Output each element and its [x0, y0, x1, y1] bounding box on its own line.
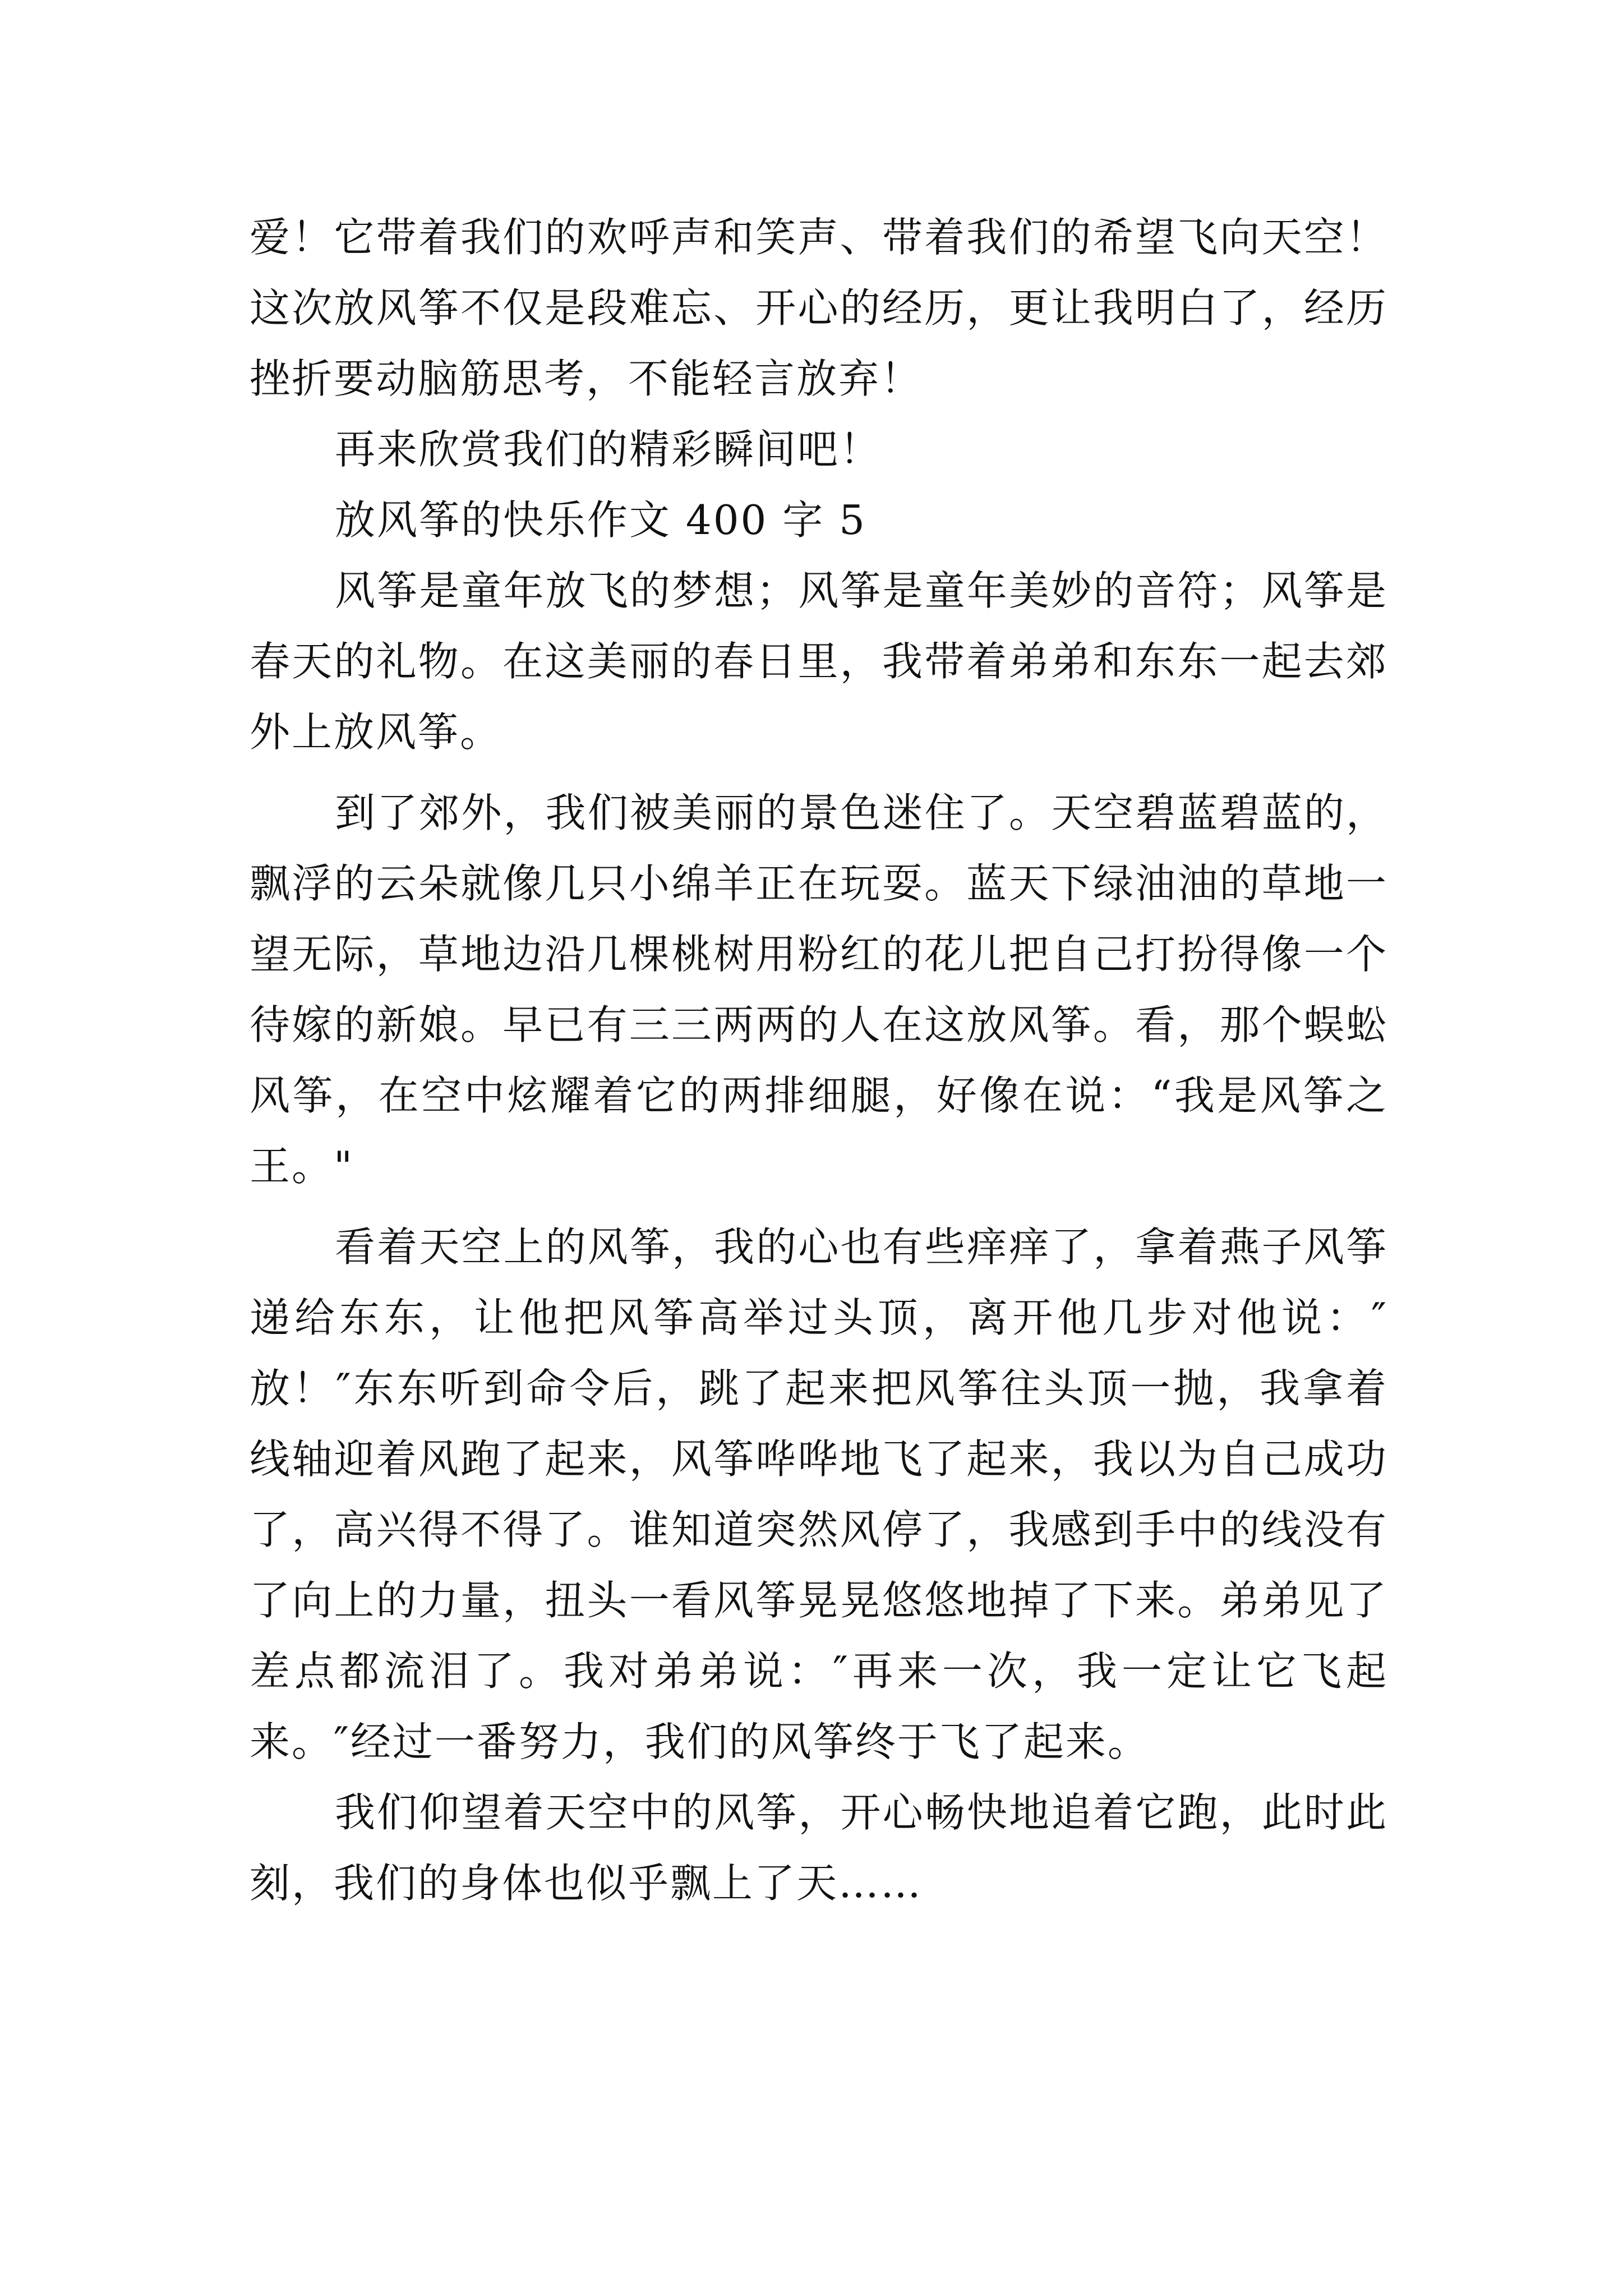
- paragraph-ending: 我们仰望着天空中的风筝，开心畅快地追着它跑，此时此刻，我们的身体也似乎飘上了天……: [250, 1789, 1388, 1907]
- paragraph-highlight-intro: 再来欣赏我们的精彩瞬间吧！: [335, 426, 882, 473]
- paragraph-kite-dream: 风筝是童年放飞的梦想；风筝是童年美妙的音符；风筝是春天的礼物。在这美丽的春日里，我带着弟弟和东东一起去郊外上放风筝。: [250, 567, 1388, 756]
- essay-title: 放风筝的快乐作文 400 字 5: [335, 496, 866, 544]
- paragraph-continuation: 爱！它带着我们的欢呼声和笑声、带着我们的希望飞向天空！这次放风筝不仅是段难忘、开心的经历，更让我明白了，经历挫折要动脑筋思考，不能轻言放弃！: [250, 214, 1388, 402]
- document-body: [250, 202, 1388, 1918]
- paragraph-suburb-scenery: 到了郊外，我们被美丽的景色迷住了。天空碧蓝碧蓝的，飘浮的云朵就像几只小绵羊正在玩耍。蓝天下绿油油的草地一望无际，草地边沿几棵桃树用粉红的花儿把自己打扮得像一个待嫁的新娘。早已有三三两两的人在这放风筝。看，那个蜈蚣风筝，在空中炫耀着它的两排细腿，好像在说：“我是风筝之王。": [250, 789, 1388, 1190]
- paragraph-flying-kite: 看着天空上的风筝，我的心也有些痒痒了，拿着燕子风筝递给东东，让他把风筝高举过头顶，离开他几步对他说：″放！″东东听到命令后，跳了起来把风筝往头顶一抛，我拿着线轴迎着风跑了起来，风筝哗哗地飞了起来，我以为自己成功了，高兴得不得了。谁知道突然风停了，我感到手中的线没有了向上的力量，扭头一看风筝晃晃悠悠地掉了下来。弟弟见了差点都流泪了。我对弟弟说：″再来一次，我一定让它飞起来。″经过一番努力，我们的风筝终于飞了起来。: [250, 1223, 1388, 1765]
